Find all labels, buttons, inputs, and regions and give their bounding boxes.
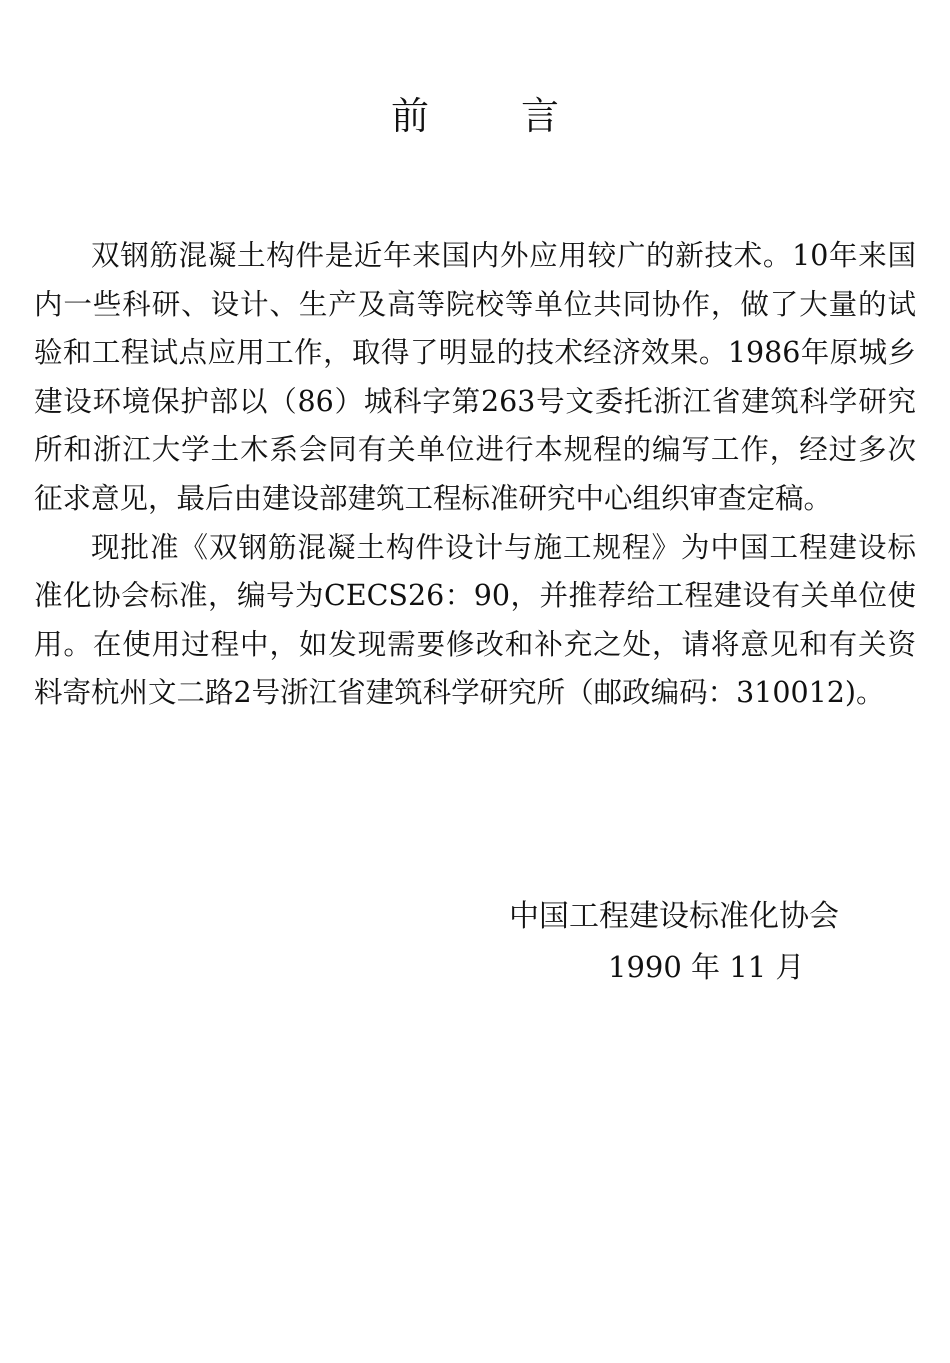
- title-part-2: 言: [521, 94, 560, 138]
- page-title: [0, 88, 950, 144]
- paragraph-2: 现批准《双钢筋混凝土构件设计与施工规程》为中国工程建设标准化协会标准，编号为CECS26：90，并推荐给工程建设有关单位使用。在使用过程中，如发现需要修改和补充之处，请将意见和有关资料寄杭州文二路2号浙江省建筑科学研究所（邮政编码：310012)。: [34, 530, 916, 710]
- signature-date: 1990 年 11 月: [608, 950, 805, 984]
- paragraph-1: 双钢筋混凝土构件是近年来国内外应用较广的新技术。10年来国内一些科研、设计、生产及高等院校等单位共同协作，做了大量的试验和工程试点应用工作，取得了明显的技术经济效果。1986年原城乡建设环境保护部以（86）城科字第263号文委托浙江省建筑科学研究所和浙江大学土木系会同有关单位进行本规程的编写工作，经过多次征求意见，最后由建设部建筑工程标准研究中心组织审查定稿。: [34, 239, 916, 515]
- preface-body: [34, 232, 916, 718]
- signature-organization: 中国工程建设标准化协会: [509, 899, 839, 934]
- title-part-1: 前: [390, 94, 429, 138]
